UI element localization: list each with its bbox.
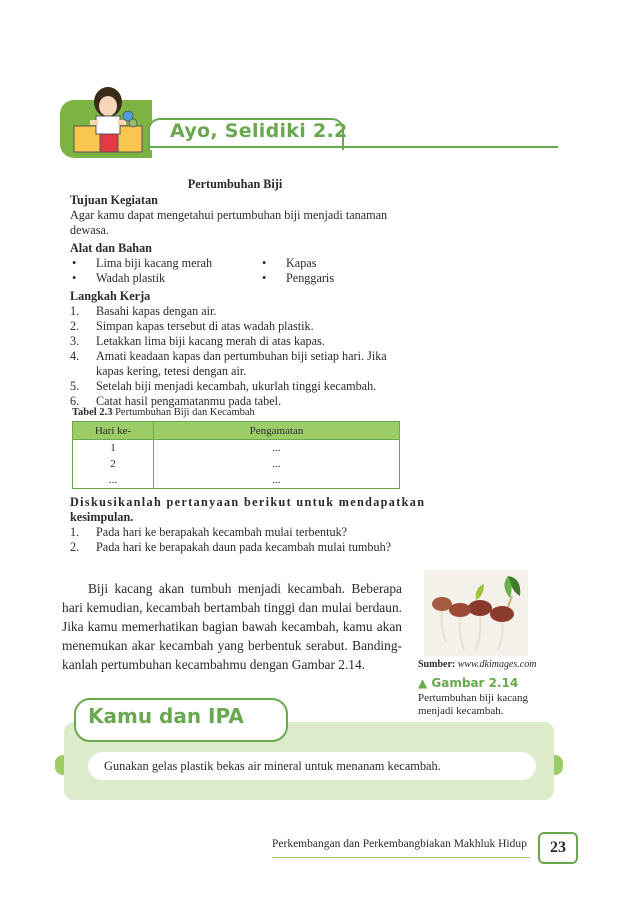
header-rule [148, 146, 558, 148]
figure-label-text: Gambar 2.14 [431, 676, 519, 690]
body-paragraph [62, 579, 402, 674]
sprout-image [424, 570, 528, 656]
step-text: kapas kering, tetesi dengan air. [96, 364, 247, 378]
table-row [73, 440, 400, 457]
question-number: 2. [70, 540, 80, 554]
paragraph-text: Biji kacang akan tumbuh menjadi kecambah. Beberapa hari kemudian, kecambah bertambah tinggi dan mulai berdaun. Jika kamu memerhatikan bagian bawah kecambah, kamu akan menemukan akar kecambah yang berbentuk serabut. Banding-kanlah pertumbuhan kecambahmu dengan Gambar 2.14. [62, 581, 402, 672]
table-caption-text: Pertumbuhan Biji dan Kecambah [115, 407, 255, 418]
bullet-icon: • [262, 256, 267, 270]
bullet-icon: • [262, 271, 267, 285]
table-row [73, 472, 400, 489]
question-number: 1. [70, 525, 80, 539]
kamu-dan-ipa-title: Kamu dan IPA [88, 704, 244, 728]
step-number: 3. [70, 334, 80, 348]
sprout-photo [424, 570, 528, 656]
figure-caption-line: menjadi kecambah. [418, 705, 504, 717]
step-text: Amati keadaan kapas dan pertumbuhan biji setiap hari. Jika [96, 349, 387, 363]
table-header-cell: Pengamatan [154, 422, 400, 440]
material-item: Penggaris [286, 271, 335, 285]
activity-title: Pertumbuhan Biji [187, 177, 283, 191]
table-cell: ... [154, 440, 400, 457]
page-number: 23 [538, 832, 578, 864]
step-text: Simpan kapas tersebut di atas wadah plastik. [96, 319, 314, 333]
step-number: 6. [70, 394, 80, 408]
table-row [73, 456, 400, 472]
materials-heading: Alat dan Bahan [70, 241, 152, 255]
section-title: Ayo, Selidiki 2.2 [170, 120, 348, 142]
figure-label [418, 676, 518, 690]
footer-rule [272, 857, 530, 858]
step-text: Setelah biji menjadi kecambah, ukurlah tinggi kecambah. [96, 379, 377, 393]
question-text: Pada hari ke berapakah kecambah mulai terbentuk? [96, 525, 348, 539]
question-text: Pada hari ke berapakah daun pada kecambah mulai tumbuh? [96, 540, 392, 554]
child-illustration [70, 76, 150, 158]
footer-chapter: Perkembangan dan Perkembangbiakan Makhluk Hidup [272, 838, 527, 850]
material-item: Kapas [286, 256, 317, 270]
step-text: Catat hasil pengamatanmu pada tabel. [96, 394, 282, 408]
table-header-cell: Hari ke- [73, 422, 154, 440]
figure-source-text: www.dkimages.com [457, 659, 537, 670]
step-text: Letakkan lima biji kacang merah di atas kapas. [96, 334, 325, 348]
table-cell: ... [73, 472, 154, 489]
objective-line-1: Agar kamu dapat mengetahui pertumbuhan biji menjadi tanaman [70, 208, 388, 222]
objective-line-2: dewasa. [70, 223, 109, 237]
steps-heading: Langkah Kerja [70, 289, 151, 303]
observation-table [72, 421, 400, 489]
figure-caption-line: Pertumbuhan biji kacang [418, 692, 528, 704]
kamu-dan-ipa-text: Gunakan gelas plastik bekas air mineral untuk menanam kecambah. [104, 759, 441, 773]
discussion-line-2: kesimpulan. [70, 510, 134, 524]
table-cell: 1 [73, 440, 154, 457]
material-item: Lima biji kacang merah [96, 256, 213, 270]
step-number: 4. [70, 349, 80, 363]
table-header-row [73, 422, 400, 440]
step-number: 1. [70, 304, 80, 318]
figure-source-label: Sumber: [418, 659, 456, 670]
table-cell: ... [154, 456, 400, 472]
discussion-line-1: Diskusikanlah pertanyaan berikut untuk mendapatkan [70, 495, 426, 509]
table-caption-label: Tabel 2.3 [72, 407, 113, 418]
figure-caption [418, 692, 528, 718]
bullet-icon: • [72, 256, 77, 270]
step-number: 5. [70, 379, 80, 393]
step-text: Basahi kapas dengan air. [96, 304, 217, 318]
figure-source [418, 659, 536, 670]
table-cell: 2 [73, 456, 154, 472]
material-item: Wadah plastik [96, 271, 166, 285]
objective-heading: Tujuan Kegiatan [70, 193, 158, 207]
bullet-icon: • [72, 271, 77, 285]
step-number: 2. [70, 319, 80, 333]
table-caption [72, 407, 255, 418]
table-cell: ... [154, 472, 400, 489]
triangle-up-icon: ▲ [418, 676, 428, 690]
